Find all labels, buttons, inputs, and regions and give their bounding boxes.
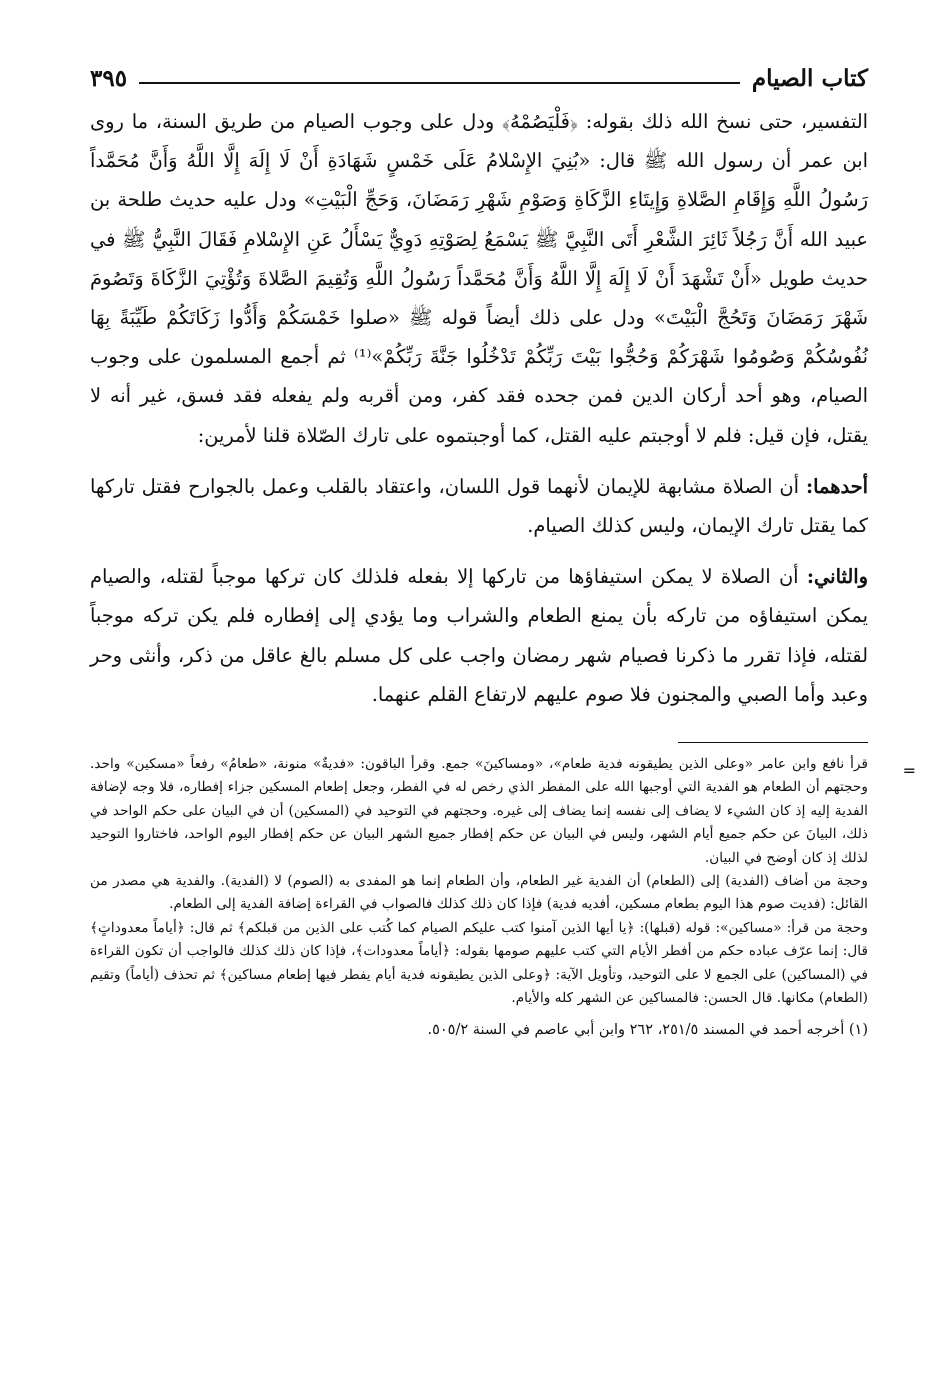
paragraph-second-reason — [90, 557, 868, 714]
continuation-mark: = — [902, 761, 916, 781]
main-text — [90, 102, 868, 714]
header-rule — [139, 82, 740, 84]
second-reason-lead: والثاني: — [806, 565, 868, 589]
footnote-readings: قرأ نافع وابن عامر «وعلى الذين يطيقونه فدية طعام»، «ومساكينَ» جمع. وقرأ الباقون: «فديةٌ» منونة، «طعامُ» رفعاً «مسكين» واحد. وحجتهم أن الطعام هو الفدية التي أوجبها الله على المفطر الذي رخص له في الفطر، وجعل إطعام المسكين جزاء إفطاره، فلا وجه لإضافة الفدية إليه إذ كان الشيء لا يضاف إلى نفسه إنما يضاف إلى غيره. وحجتهم في التوحيد في (المسكين) أن في البيان على حكم الواحد في ذلك، البيانَ عن حكم جميع أيام الشهر، وليس في البيان عن حكم إفطار جميع الشهر البيان عن حكم إفطار اليوم الواحد، فاختاروا التوحيد لذلك إذ كان أوضح في البيان. — [90, 756, 868, 866]
first-reason-lead: أحدهما: — [805, 474, 868, 498]
first-reason-text: أن الصلاة مشابهة للإيمان لأنهما قول اللسان، واعتقاد بالقلب وعمل بالجوارح فقتل تاركها كما يقتل تارك الإيمان، وليس كذلك الصيام. — [90, 474, 868, 538]
book-title: كتاب الصيام — [751, 65, 868, 92]
paragraph-intro: التفسير، حتى نسخ الله ذلك بقوله: ﴿فَلْيَصُمْهُ﴾ ودل على وجوب الصيام من طريق السنة، ما روى ابن عمر أن رسول الله ﷺ قال: «بُنِيَ الإِسْلامُ عَلَى خَمْسٍ شَهَادَةِ أَنْ لَا إِلَهَ إِلَّا اللَّهُ وَأَنَّ مُحَمَّداً رَسُولُ اللَّهِ وَإِقَامِ الصَّلاةِ وَإِيتَاءِ الزَّكَاةِ وَصَوْمِ شَهْرِ رَمَضَانَ، وَحَجِّ الْبَيْتِ» ودل عليه حديث طلحة بن عبيد الله أَنَّ رَجُلاً ثَائِرَ الشَّعْرِ أَتَى النَّبِيَّ ﷺ يَسْمَعُ لِصَوْتِهِ دَوِيٌّ يَسْأَلُ عَنِ الإِسْلامِ فَقَالَ النَّبِيُّ ﷺ في حديث طويل «أَنْ تَشْهَدَ أَنْ لَا إِلَهَ إِلَّا اللَّهُ وَأَنَّ مُحَمَّداً رَسُولُ اللَّهِ وَتُقِيمَ الصَّلاةَ وَتُؤْتِيَ الزَّكَاةَ وَتَصُومَ شَهْرَ رَمَضَانَ وَتَحُجَّ الْبَيْتَ» ودل على ذلك أيضاً قوله ﷺ «صلوا خَمْسَكُمْ وَأَدُّوا زَكَاتَكُمْ طَيِّبَةً بِهَا نُفُوسُكُمْ وَصُومُوا شَهْرَكُمْ وَحُجُّوا بَيْتَ رَبِّكُمْ تَدْخُلُوا جَنَّةَ رَبِّكُمْ»⁽¹⁾ ثم أجمع المسلمون على وجوب الصيام، وهو أحد أركان الدين فمن جحده فقد كفر، ومن أقربه ولم يفعله فقد فسق، غير أنه لا يقتل، فإن قيل: فلم لا أوجبتم عليه القتل، كما أوجبتموه على تارك الصّلاة قلنا لأمرين: — [90, 110, 868, 447]
footnote-masakin: وحجة من قرأ: «مساكين»: قوله (قبلها): ﴿يا أيها الذين آمنوا كتب عليكم الصيام كما كُتب على الذين من قبلكم﴾ ثم قال: ﴿أياماً معدوداتٍ﴾ قال: إنما عرّف عباده حكم من أفطر الأيام التي كتب عليهم صومها بقوله: ﴿أياماً معدودات﴾، فإذا كان ذلك كذلك فالواجب أن تكون القراءة في (المساكين) على الجمع لا على التوحيد، وتأويل الآية: ﴿وعلى الذين يطيقونه فدية أيام يفطر فيها إطعام مساكين﴾ ثم تحذف (أياماً) وتقيم (الطعام) مكانها. قال الحسن: فالمساكين عن الشهر كله والأيام. — [90, 919, 868, 1007]
footnote-fidya: وحجة من أضاف (الفدية) إلى (الطعام) أن الفدية غير الطعام، وأن الطعام إنما هو المفدى به (الصوم) لا (الفدية). والفدية هي مصدر من القائل: (فديت صوم هذا اليوم بطعام مسكين، أفديه فدية) فإذا كان ذلك كذلك فالصواب في القراءة إضافة الفدية إلى الطعام. — [90, 873, 868, 913]
page-number: ٣٩٥ — [90, 65, 128, 92]
footnote-citation: (١) أخرجه أحمد في المسند ٢٥١/٥، ٢٦٢ وابن أبي عاصم في السنة ٥٠٥/٢. — [427, 1021, 868, 1038]
running-header — [90, 52, 868, 92]
paragraph-first-reason — [90, 467, 868, 545]
footnote-separator — [678, 742, 868, 743]
footnotes — [90, 753, 916, 1042]
second-reason-text: أن الصلاة لا يمكن استيفاؤها من تاركها إلا بفعله فلذلك كان تركها موجباً لقتله، والصيام يمكن استيفاؤه من تاركه بأن يمنع الطعام والشراب وما يؤدي إلى إفطاره فلم يكن تركه موجباً لقتله، فإذا تقرر ما ذكرنا فصيام شهر رمضان واجب على كل مسلم بالغ عاقل من ذكر، وأنثى وحر وعبد وأما الصبي والمجنون فلا صوم عليهم لارتفاع القلم عنهما. — [90, 565, 868, 706]
